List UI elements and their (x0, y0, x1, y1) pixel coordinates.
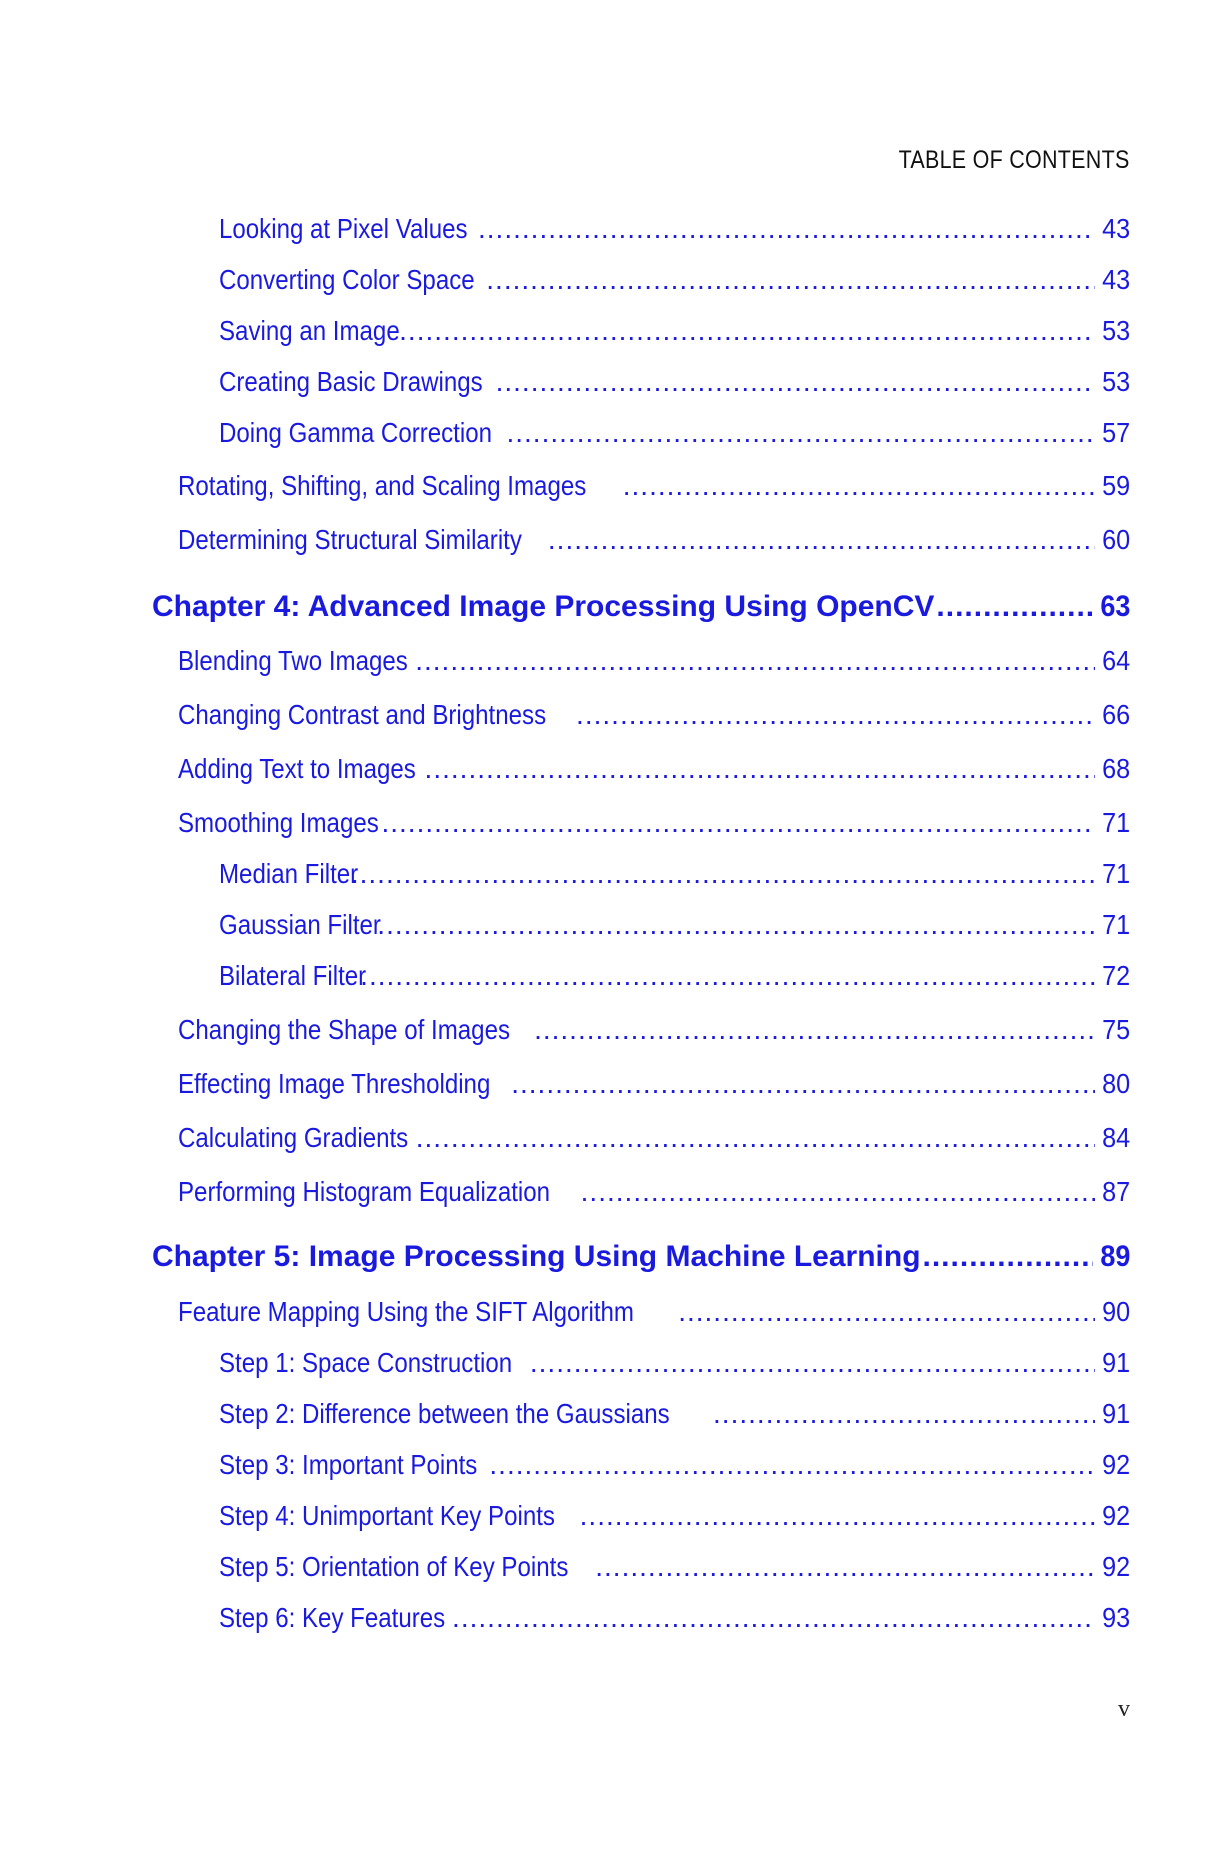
toc-entry[interactable] (178, 645, 1130, 677)
toc-entry-page: 63 (1099, 590, 1130, 623)
toc-entry[interactable] (178, 1176, 1130, 1208)
toc-chapter-entry[interactable] (152, 590, 1130, 624)
dot-leader (489, 1449, 1094, 1481)
toc-entry-page: 80 (1101, 1068, 1130, 1099)
toc-entry-title: Step 4: Unimportant Key Points (219, 1500, 555, 1531)
toc-entry-title: Determining Structural Similarity (178, 524, 522, 555)
toc-entry-page: 60 (1101, 524, 1130, 555)
toc-entry-title: Smoothing Images (178, 807, 379, 838)
dot-leader (576, 699, 1095, 731)
toc-entry-title: Rotating, Shifting, and Scaling Images (178, 470, 587, 501)
toc-entry-page: 92 (1101, 1500, 1130, 1531)
toc-entry-page: 43 (1101, 213, 1130, 244)
dot-leader (511, 1068, 1095, 1100)
toc-entry[interactable] (178, 524, 1130, 556)
toc-entry-page: 71 (1101, 858, 1130, 889)
toc-entry[interactable] (219, 1347, 1130, 1379)
toc-entry-title: Saving an Image (219, 315, 400, 346)
toc-entry-page: 59 (1101, 470, 1130, 501)
toc-entry-page: 43 (1101, 264, 1130, 295)
toc-entry[interactable] (219, 417, 1130, 449)
toc-entry-title: Converting Color Space (219, 264, 475, 295)
toc-entry-page: 92 (1101, 1449, 1130, 1480)
dot-leader (415, 645, 1095, 677)
toc-chapter-entry[interactable] (152, 1240, 1130, 1274)
toc-entry[interactable] (219, 1500, 1130, 1532)
toc-entry-title: Step 3: Important Points (219, 1449, 478, 1480)
dot-leader (530, 1347, 1095, 1379)
toc-entry-page: 89 (1099, 1240, 1130, 1273)
toc-entry-title: Blending Two Images (178, 645, 408, 676)
running-head: TABLE OF CONTENTS (899, 146, 1130, 174)
toc-entry-page: 53 (1101, 315, 1130, 346)
toc-entry-page: 91 (1101, 1347, 1130, 1378)
toc-entry[interactable] (178, 699, 1130, 731)
toc-entry-page: 71 (1101, 807, 1130, 838)
dot-leader (399, 315, 1095, 347)
toc-entry-title: Gaussian Filter (219, 909, 381, 940)
dot-leader (360, 960, 1095, 992)
toc-entry-title: Step 5: Orientation of Key Points (219, 1551, 569, 1582)
toc-entry-title: Looking at Pixel Values (219, 213, 468, 244)
dot-leader (580, 1500, 1095, 1532)
toc-entry-title: Calculating Gradients (178, 1122, 409, 1153)
toc-entry[interactable] (219, 366, 1130, 398)
toc-entry[interactable] (219, 858, 1130, 890)
toc-entry[interactable] (178, 1014, 1130, 1046)
toc-entry[interactable] (219, 213, 1130, 245)
toc-entry-title: Step 1: Space Construction (219, 1347, 513, 1378)
dot-leader (416, 1122, 1095, 1154)
toc-entry-title: Step 6: Key Features (219, 1602, 446, 1633)
toc-entry-page: 66 (1101, 699, 1130, 730)
toc-entry-title: Bilateral Filter (219, 960, 367, 991)
toc-entry[interactable] (178, 1068, 1130, 1100)
toc-entry-page: 75 (1101, 1014, 1130, 1045)
toc-entry[interactable] (219, 315, 1130, 347)
toc-entry[interactable] (178, 470, 1130, 502)
dot-leader (534, 1014, 1095, 1046)
toc-entry[interactable] (219, 960, 1130, 992)
toc-entry[interactable] (219, 264, 1130, 296)
toc-entry-title: Doing Gamma Correction (219, 417, 493, 448)
dot-leader (678, 1296, 1095, 1328)
dot-leader (581, 1176, 1095, 1208)
dot-leader (478, 213, 1095, 245)
toc-entry[interactable] (219, 1602, 1130, 1634)
toc-entry-page: 53 (1101, 366, 1130, 397)
dot-leader (425, 753, 1095, 785)
dot-leader (496, 366, 1095, 398)
toc-entry-title: Adding Text to Images (178, 753, 416, 784)
toc-entry-page: 87 (1101, 1176, 1130, 1207)
dot-leader (548, 524, 1095, 556)
toc-entry[interactable] (219, 1449, 1130, 1481)
dot-leader (381, 807, 1094, 839)
toc-entry[interactable] (219, 909, 1130, 941)
toc-entry-page: 91 (1101, 1398, 1130, 1429)
toc-entry[interactable] (178, 753, 1130, 785)
toc-entry[interactable] (178, 1296, 1130, 1328)
toc-entry-title: Median Filter (219, 858, 359, 889)
dot-leader (936, 590, 1092, 624)
toc-entry-title: Chapter 5: Image Processing Using Machine Learning (152, 1240, 921, 1273)
toc-entry-title: Chapter 4: Advanced Image Processing Using OpenCV (152, 590, 935, 623)
toc-entry[interactable] (219, 1551, 1130, 1583)
page-number: v (1118, 1696, 1130, 1722)
dot-leader (595, 1551, 1095, 1583)
toc-entry-title: Effecting Image Thresholding (178, 1068, 491, 1099)
toc-entry[interactable] (178, 807, 1130, 839)
dot-leader (923, 1240, 1093, 1274)
dot-leader (452, 1602, 1095, 1634)
toc-entry-page: 92 (1101, 1551, 1130, 1582)
toc-entry-title: Changing Contrast and Brightness (178, 699, 547, 730)
toc-entry-title: Step 2: Difference between the Gaussians (219, 1398, 670, 1429)
toc-entry-title: Changing the Shape of Images (178, 1014, 511, 1045)
toc-entry-page: 93 (1101, 1602, 1130, 1633)
toc-entry-title: Feature Mapping Using the SIFT Algorithm (178, 1296, 634, 1327)
toc-entry-page: 68 (1101, 753, 1130, 784)
toc-entry[interactable] (178, 1122, 1130, 1154)
toc-entry-title: Performing Histogram Equalization (178, 1176, 551, 1207)
dot-leader (506, 417, 1094, 449)
toc-entry-page: 64 (1101, 645, 1130, 676)
toc-entry-page: 57 (1101, 417, 1130, 448)
dot-leader (351, 858, 1095, 890)
toc-entry-page: 90 (1101, 1296, 1130, 1327)
toc-entry-title: Creating Basic Drawings (219, 366, 483, 397)
dot-leader (377, 909, 1095, 941)
dot-leader (486, 264, 1095, 296)
toc-entry-page: 72 (1101, 960, 1130, 991)
toc-entry[interactable] (219, 1398, 1130, 1430)
toc-entry-page: 84 (1101, 1122, 1130, 1153)
toc-entry-page: 71 (1101, 909, 1130, 940)
dot-leader (713, 1398, 1095, 1430)
dot-leader (623, 470, 1095, 502)
